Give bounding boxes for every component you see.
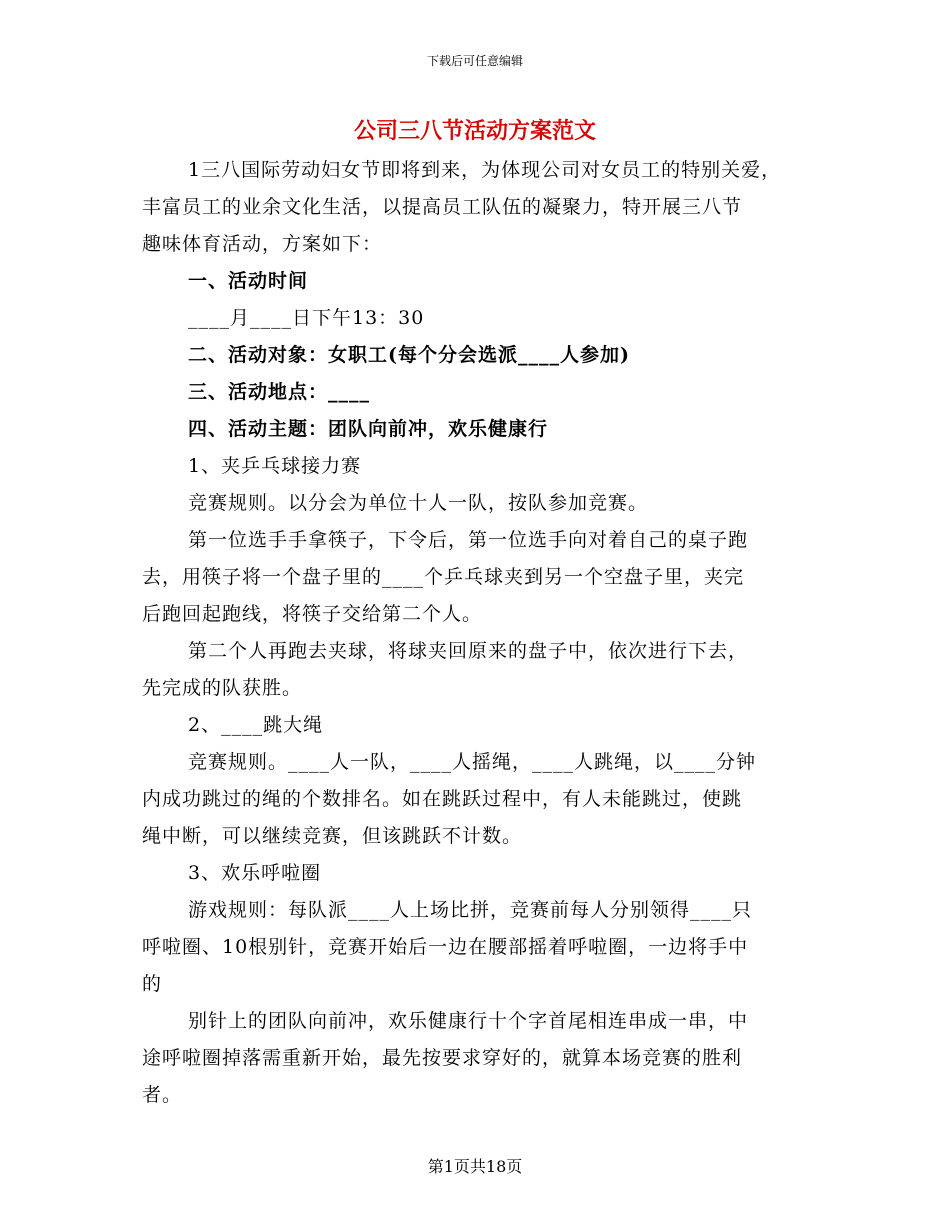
body-line: 内成功跳过的绳的个数排名。如在跳跃过程中，有人未能跳过，使跳 (142, 788, 743, 810)
body-line: 别针上的团队向前冲，欢乐健康行十个字首尾相连串成一串，中 (188, 1010, 749, 1032)
body-line: 者。 (142, 1084, 183, 1106)
section-heading-location: 三、活动地点：____ (188, 381, 371, 403)
body-line: 的 (142, 973, 163, 995)
document-body (142, 152, 822, 1114)
page-number-footer: 第1页共18页 (427, 1157, 523, 1176)
document-title: 公司三八节活动方案范文 (353, 118, 596, 144)
body-line: 途呼啦圈掉落需重新开始，最先按要求穿好的，就算本场竞赛的胜利 (142, 1047, 743, 1069)
page-header-note: 下载后可任意编辑 (426, 54, 523, 68)
body-line: 第一位选手手拿筷子，下令后，第一位选手向对着自己的桌子跑 (188, 529, 749, 551)
body-line: 第二个人再跑去夹球，将球夹回原来的盘子中，依次进行下去， (188, 640, 749, 662)
section-heading-participants: 二、活动对象：女职工(每个分会选派____人参加) (188, 344, 630, 366)
body-line: 游戏规则：每队派____人上场比拼，竞赛前每人分别领得____只 (188, 899, 753, 921)
event-title-pingpong-relay: 1、夹乒乓球接力赛 (188, 455, 362, 477)
body-line: 去，用筷子将一个盘子里的____个乒乓球夹到另一个空盘子里，夹完 (142, 566, 745, 588)
body-line: ____月____日下午13：30 (188, 307, 425, 329)
body-line: 先完成的队获胜。 (142, 677, 303, 699)
body-line: 1三八国际劳动妇女节即将到来，为体现公司对女员工的特别关爱， (188, 159, 782, 181)
event-title-hula-hoop: 3、欢乐呼啦圈 (188, 862, 322, 884)
body-line: 呼啦圈、10根别针，竞赛开始后一边在腰部摇着呼啦圈，一边将手中 (142, 936, 749, 958)
section-heading-time: 一、活动时间 (188, 270, 309, 292)
body-line: 后跑回起跑线，将筷子交给第二个人。 (142, 603, 483, 625)
body-line: 竞赛规则。____人一队，____人摇绳，____人跳绳，以____分钟 (188, 751, 757, 773)
section-heading-theme: 四、活动主题：团队向前冲，欢乐健康行 (188, 418, 549, 440)
event-title-long-rope: 2、____跳大绳 (188, 714, 324, 736)
body-line: 竞赛规则。以分会为单位十人一队，按队参加竞赛。 (188, 492, 649, 514)
body-line: 绳中断，可以继续竞赛，但该跳跃不计数。 (142, 825, 523, 847)
body-line: 趣味体育活动，方案如下： (142, 233, 383, 255)
body-line: 丰富员工的业余文化生活，以提高员工队伍的凝聚力，特开展三八节 (142, 196, 743, 218)
